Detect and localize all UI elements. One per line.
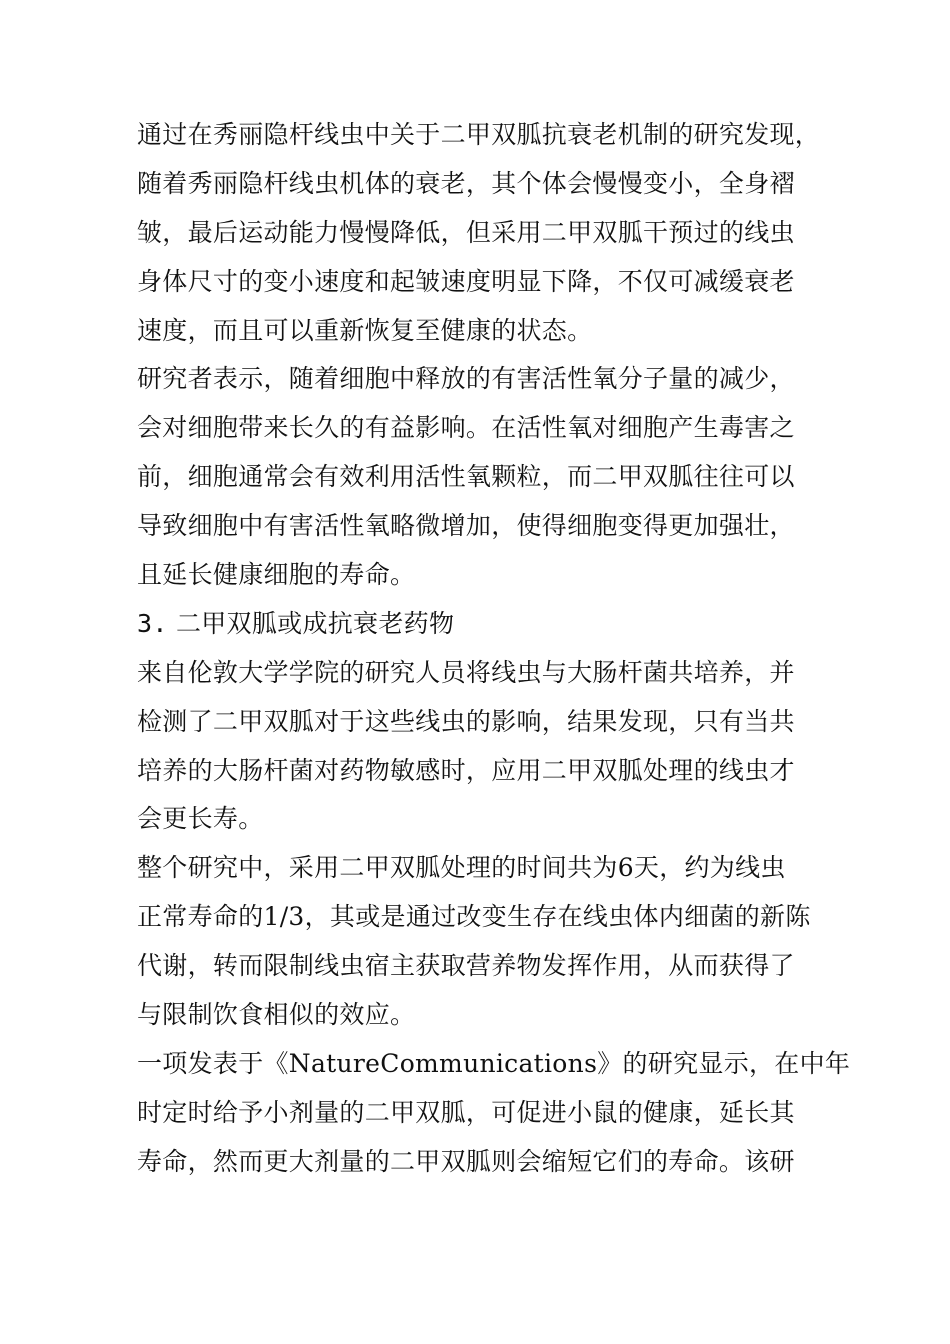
paragraph-3	[137, 649, 817, 845]
text-line: 会对细胞带来长久的有益影响。在活性氧对细胞产生毒害之	[137, 413, 795, 443]
text-line: 通过在秀丽隐杆线虫中关于二甲双胍抗衰老机制的研究发现，	[137, 120, 821, 149]
document-body	[137, 111, 851, 1187]
text-line: 皱，最后运动能力慢慢降低，但采用二甲双胍干预过的线虫	[137, 217, 795, 247]
paragraph-2	[137, 355, 817, 599]
text-line: 代谢，转而限制线虫宿主获取营养物发挥作用，从而获得了	[137, 951, 795, 981]
section-heading	[137, 600, 817, 649]
text-line: 研究者表示，随着细胞中释放的有害活性氧分子量的减少，	[137, 364, 795, 394]
text-line: 检测了二甲双胍对于这些线虫的影响，结果发现，只有当共	[137, 706, 795, 736]
paragraph-4	[137, 844, 817, 1040]
text-line: 会更长寿。	[137, 804, 264, 834]
text-line: 寿命，然而更大剂量的二甲双胍则会缩短它们的寿命。该研	[137, 1146, 795, 1176]
section-title: 二甲双胍或成抗衰老药物	[175, 608, 455, 638]
text-line: 速度，而且可以重新恢复至健康的状态。	[137, 315, 593, 345]
text-line: 整个研究中，采用二甲双胍处理的时间共为6天，约为线虫	[137, 853, 786, 883]
text-line: 身体尺寸的变小速度和起皱速度明显下降，不仅可减缓衰老	[137, 266, 795, 296]
section-heading-spacer	[168, 609, 176, 638]
text-line: 前，细胞通常会有效利用活性氧颗粒，而二甲双胍往往可以	[137, 462, 795, 492]
text-line: 随着秀丽隐杆线虫机体的衰老，其个体会慢慢变小，全身褶	[137, 168, 795, 198]
text-line: 时定时给予小剂量的二甲双胍，可促进小鼠的健康，延长其	[137, 1097, 795, 1127]
text-line: 且延长健康细胞的寿命。	[137, 560, 416, 590]
text-line: 来自伦敦大学学院的研究人员将线虫与大肠杆菌共培养，并	[137, 657, 795, 687]
text-line: 导致细胞中有害活性氧略微增加，使得细胞变得更加强壮，	[137, 511, 795, 541]
text-line: 与限制饮食相似的效应。	[137, 1000, 416, 1030]
section-number: 3.	[137, 608, 168, 638]
paragraph-1	[137, 111, 821, 355]
text-line: 一项发表于《NatureCommunications》的研究显示，在中年	[137, 1048, 851, 1078]
paragraph-5	[137, 1040, 851, 1187]
text-line: 正常寿命的1/3，其或是通过改变生存在线虫体内细菌的新陈	[137, 902, 811, 932]
text-line: 培养的大肠杆菌对药物敏感时，应用二甲双胍处理的线虫才	[137, 755, 795, 785]
